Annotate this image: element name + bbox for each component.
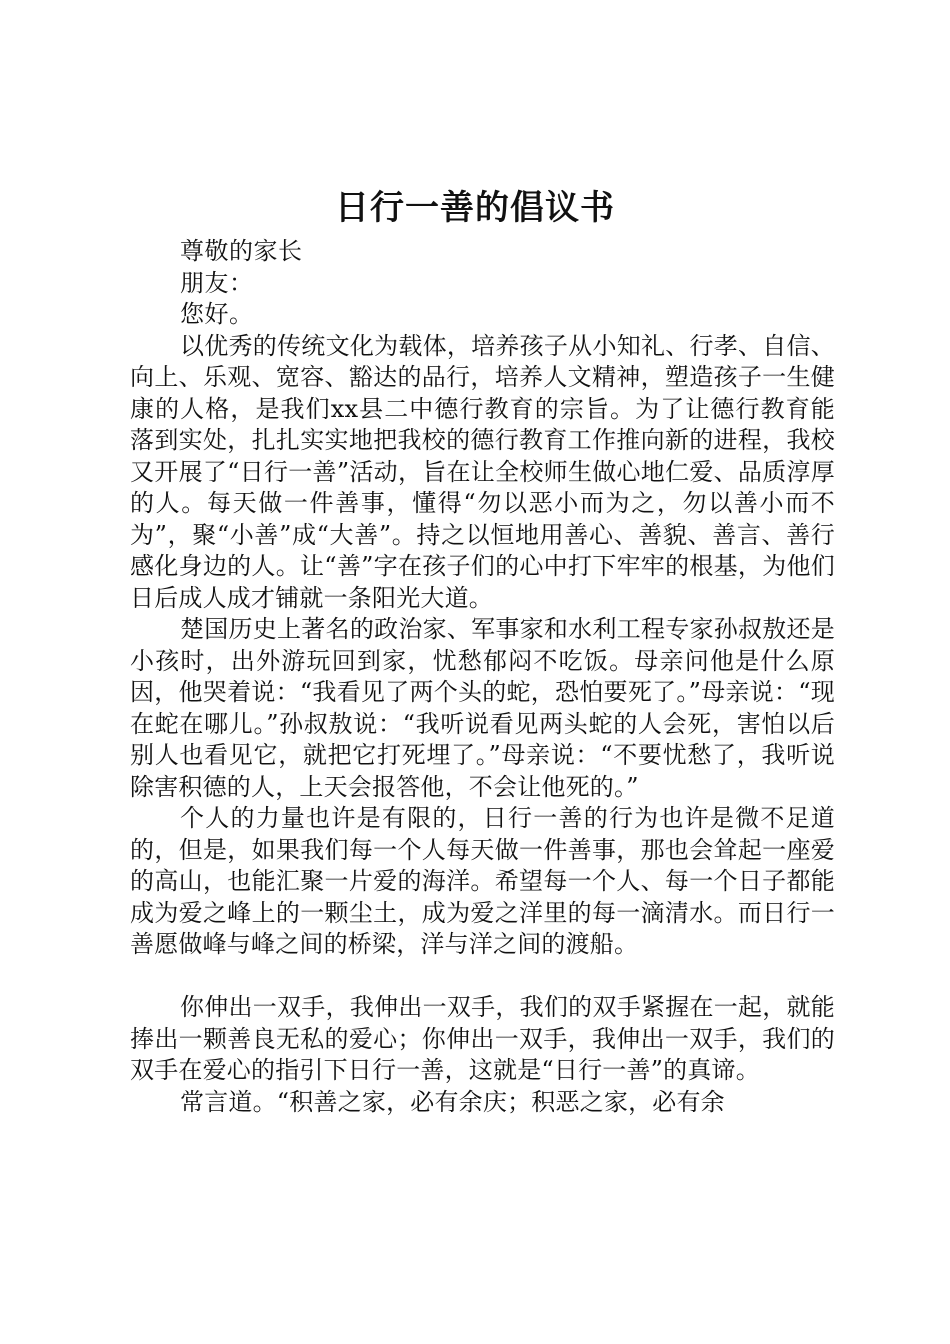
paragraph-saying: 常言道。“积善之家，必有余庆；积恶之家，必有余 — [180, 1087, 725, 1116]
paragraph-hands: 你伸出一双手，我伸出一双手，我们的双手紧握在一起，就能捧出一颗善良无私的爱心；你伸出一双手，我伸出一双手，我们的双手在爱心的指引下日行一善，这就是“日行一善”的真谛。 — [130, 993, 835, 1084]
paragraph-power: 个人的力量也许是有限的，日行一善的行为也许是微不足道的，但是，如果我们每一个人每天做一件善事，那也会耸起一座爱的高山，也能汇聚一片爱的海洋。希望每一个人、每一个日子都能成为爱之峰上的一颗尘土，成为爱之洋里的每一滴清水。而日行一善愿做峰与峰之间的桥梁，洋与洋之间的渡船。 — [130, 804, 835, 958]
document-title: 日行一善的倡议书 — [335, 188, 615, 228]
salutation-line-1: 尊敬的家长 — [180, 237, 303, 265]
greeting-line: 您好。 — [180, 300, 254, 328]
paragraph-gap — [130, 961, 835, 993]
paragraph-story: 楚国历史上著名的政治家、军事家和水利工程专家孙叔敖还是小孩时，出外游玩回到家，忧愁郁闷不吃饭。母亲问他是什么原因，他哭着说：“我看见了两个头的蛇，恐怕要死了。”母亲说：“现在蛇在哪儿。”孙叔敖说：“我听说看见两头蛇的人会死，害怕以后别人也看见它，就把它打死埋了。”母亲说：“不要忧愁了，我听说除害积德的人，上天会报答他，不会让他死的。” — [130, 615, 835, 801]
document-body — [130, 236, 835, 1118]
salutation-line-2: 朋友： — [180, 268, 254, 297]
paragraph-purpose: 以优秀的传统文化为载体，培养孩子从小知礼、行孝、自信、向上、乐观、宽容、豁达的品行，培养人文精神，塑造孩子一生健康的人格，是我们xx县二中德行教育的宗旨。为了让德行教育能落到实处，扎扎实实地把我校的德行教育工作推向新的进程，我校又开展了“日行一善”活动，旨在让全校师生做心地仁爱、品质淳厚的人。每天做一件善事，懂得“勿以恶小而为之，勿以善小而不为”，聚“小善”成“大善”。持之以恒地用善心、善貌、善言、善行感化身边的人。让“善”字在孩子们的心中打下牢牢的根基，为他们日后成人成才铺就一条阳光大道。 — [130, 331, 835, 612]
